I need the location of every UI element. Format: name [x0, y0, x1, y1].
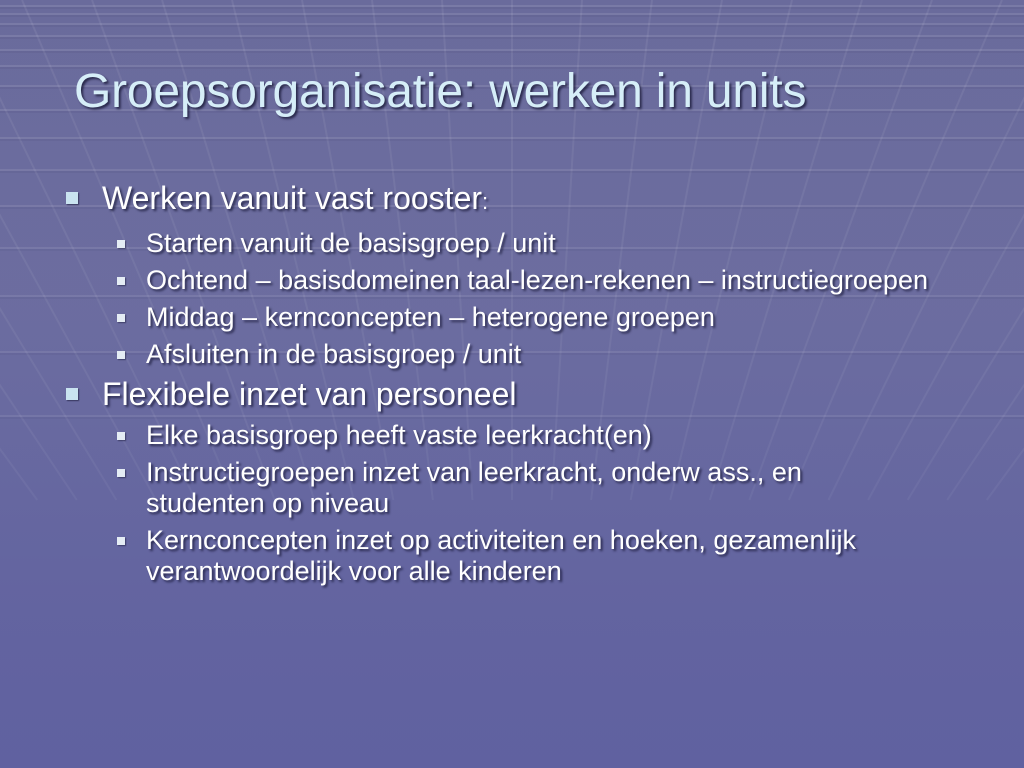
subbullet-item	[64, 339, 964, 370]
small-square-bullet-icon	[117, 240, 125, 248]
bullet-text-suffix: :	[482, 189, 489, 214]
subbullet-text: Middag – kernconcepten – heterogene groepen	[146, 302, 715, 332]
small-square-bullet-icon	[117, 469, 125, 477]
bullet-text: Flexibele inzet van personeel	[102, 376, 517, 412]
square-bullet-icon	[66, 192, 78, 204]
bullet-flexibele-inzet-van-personeel	[64, 374, 964, 414]
subbullet-item	[64, 420, 964, 451]
subbullet-item	[64, 525, 926, 587]
slide-content	[64, 178, 964, 587]
sublist-rooster	[64, 228, 964, 370]
subbullet-text: Ochtend – basisdomeinen taal-lezen-rekenen – instructiegroepen	[146, 265, 928, 295]
square-bullet-icon	[66, 388, 78, 400]
subbullet-text: Afsluiten in de basisgroep / unit	[146, 339, 522, 369]
subbullet-text: Starten vanuit de basisgroep / unit	[146, 228, 556, 258]
small-square-bullet-icon	[117, 314, 125, 322]
sublist-personeel	[64, 420, 964, 587]
subbullet-item	[64, 457, 926, 519]
bullet-text: Werken vanuit vast rooster	[102, 180, 483, 216]
subbullet-item	[64, 302, 964, 333]
subbullet-text: Kernconcepten inzet op activiteiten en hoeken, gezamenlijk verantwoordelijk voor alle kinderen	[146, 525, 856, 586]
subbullet-item	[64, 228, 964, 259]
small-square-bullet-icon	[117, 537, 125, 545]
bullet-werken-vanuit-vast-rooster	[64, 178, 964, 222]
subbullet-text: Instructiegroepen inzet van leerkracht, onderw ass., en studenten op niveau	[146, 457, 802, 518]
small-square-bullet-icon	[117, 432, 125, 440]
subbullet-item	[64, 265, 946, 296]
small-square-bullet-icon	[117, 277, 125, 285]
slide-title: Groepsorganisatie: werken in units	[74, 65, 807, 118]
subbullet-text: Elke basisgroep heeft vaste leerkracht(en)	[146, 420, 652, 450]
small-square-bullet-icon	[117, 351, 125, 359]
